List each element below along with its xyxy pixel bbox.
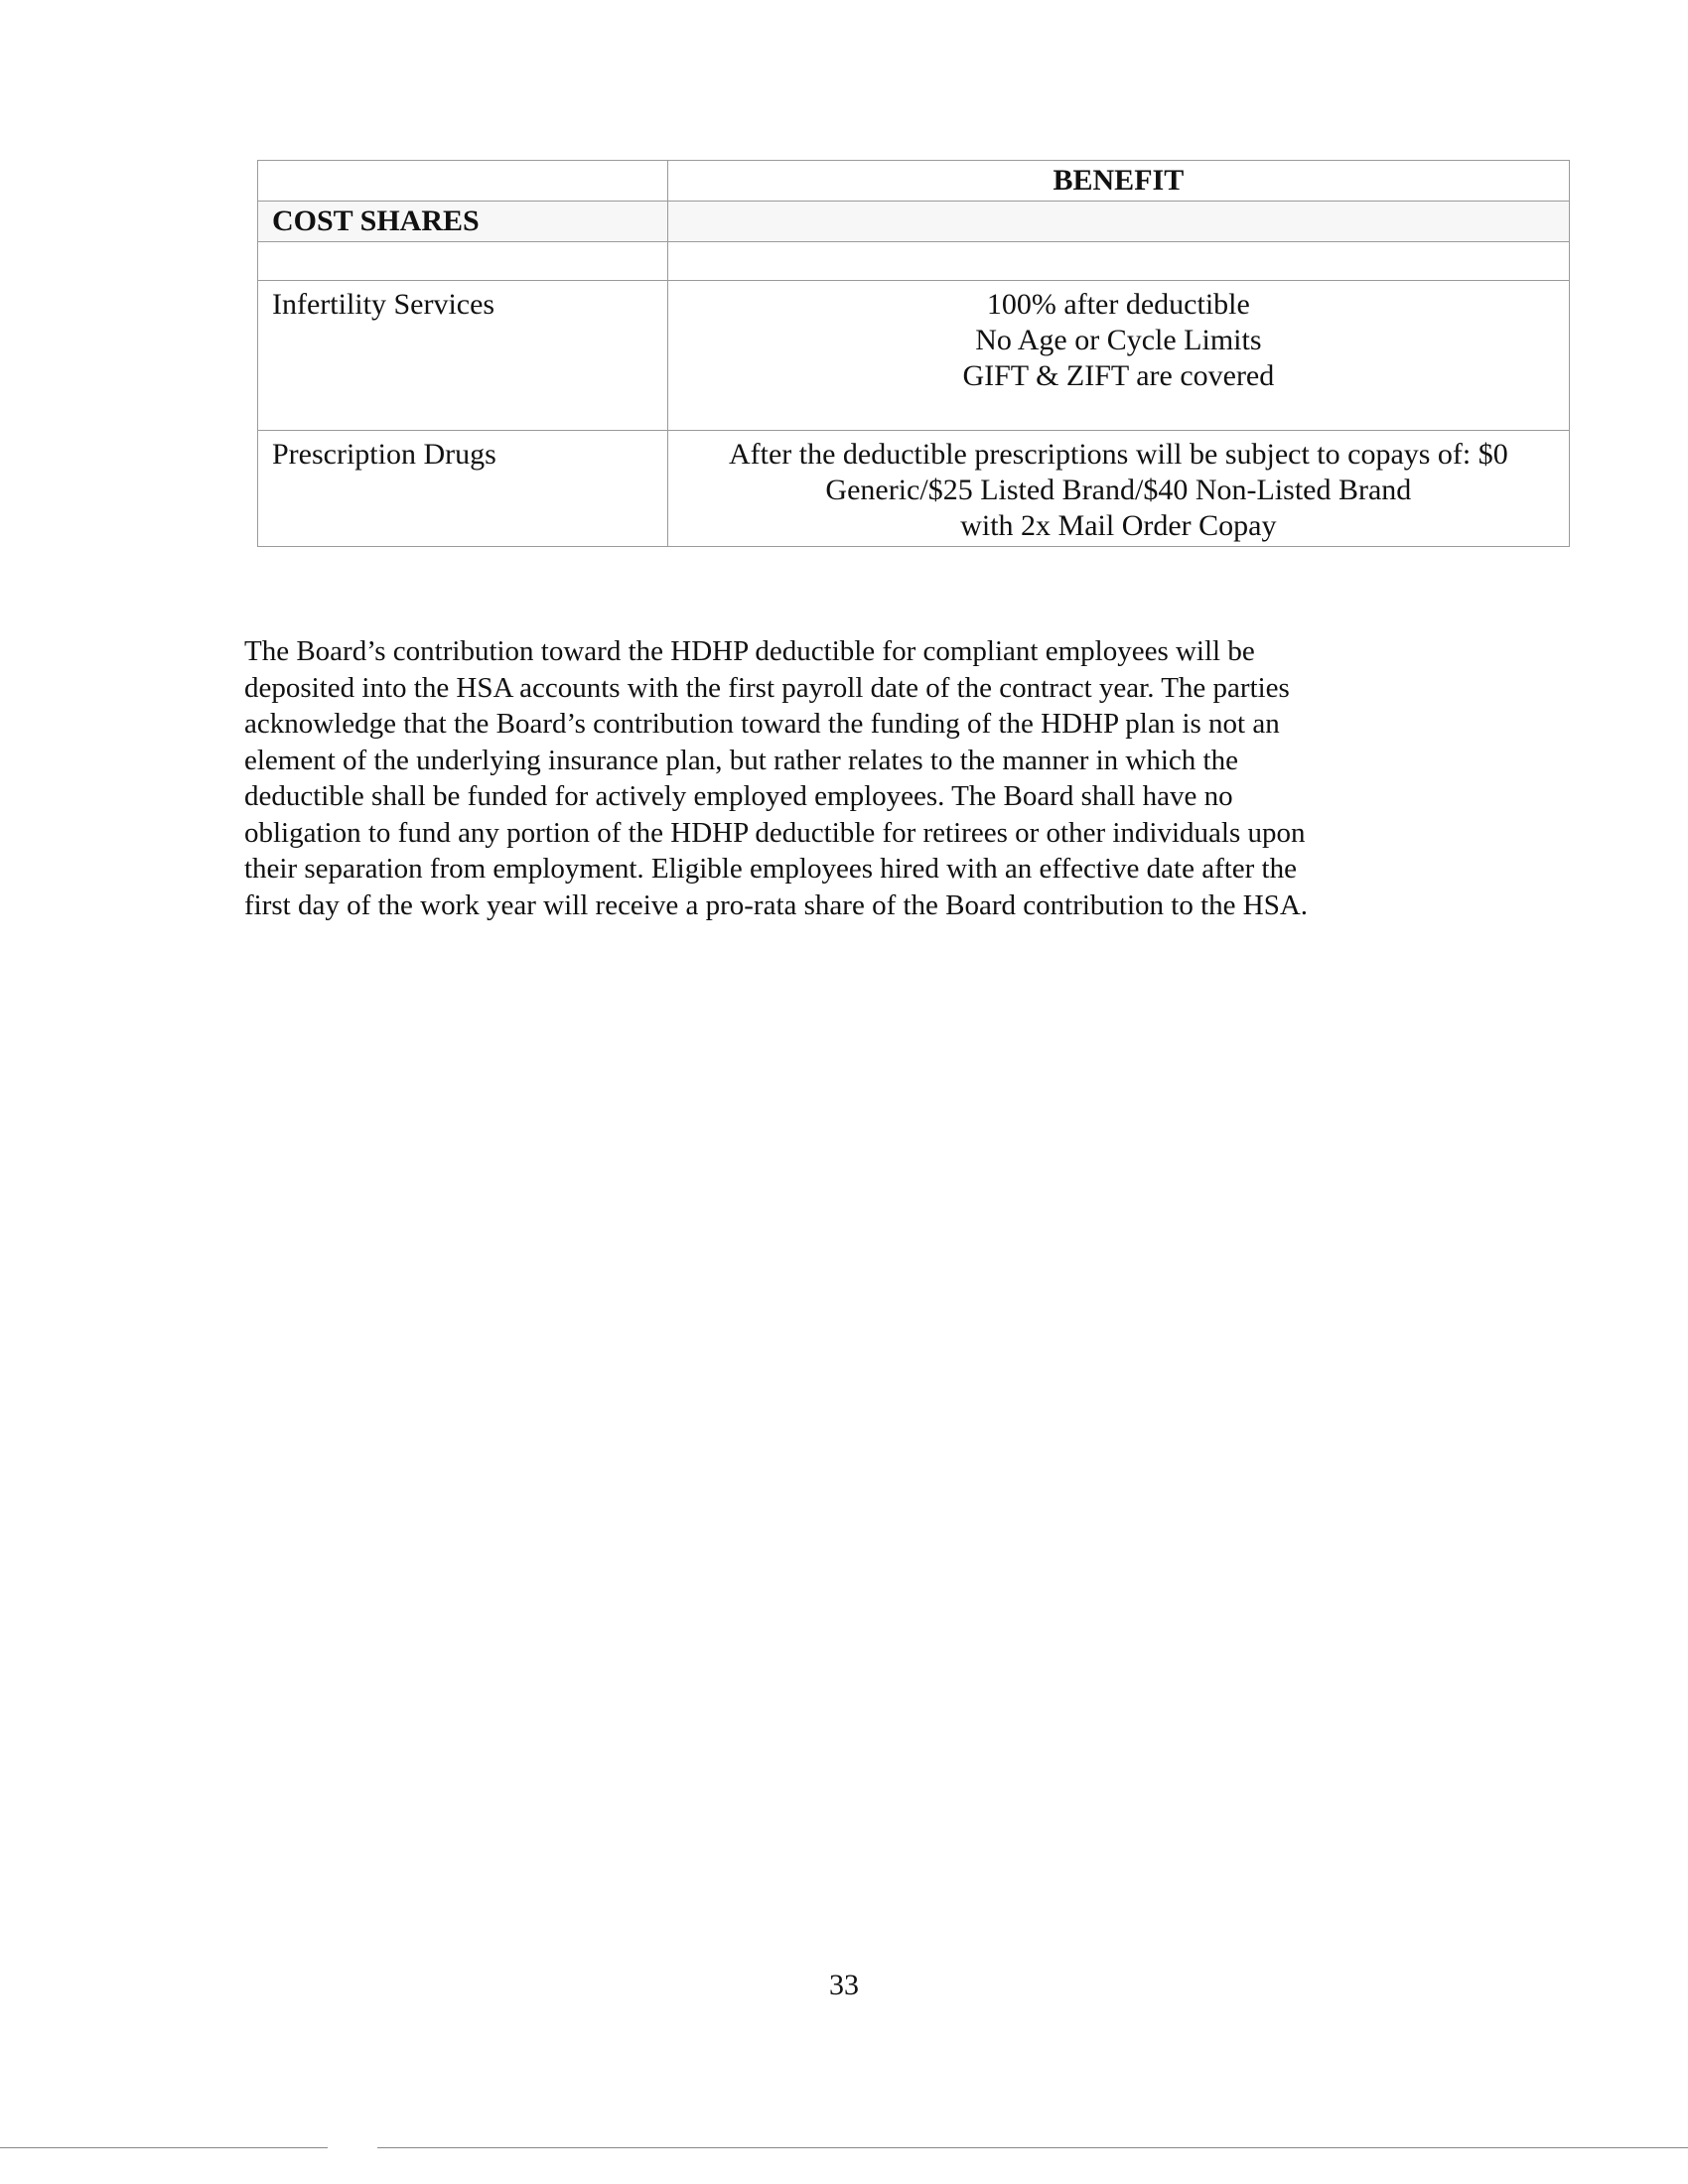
paragraph-line: The Board’s contribution toward the HDHP deductible for compliant employees will be [244, 635, 1255, 667]
blank-cell-left [258, 242, 668, 281]
hsa-contribution-paragraph [244, 633, 1436, 923]
footer-rule-right [377, 2147, 1688, 2148]
paragraph-line: element of the underlying insurance plan, but rather relates to the manner in which the [244, 744, 1238, 776]
table-header-row [258, 161, 1570, 202]
benefit-column-header: BENEFIT [667, 161, 1569, 202]
table-row [258, 281, 1570, 431]
cost-shares-empty-cell [667, 202, 1569, 242]
page-number: 33 [829, 1969, 859, 2001]
benefit-line: Generic/$25 Listed Brand/$40 Non-Listed Brand [825, 474, 1412, 506]
header-left-cell [258, 161, 668, 202]
benefit-line: with 2x Mail Order Copay [960, 509, 1277, 542]
paragraph-line: acknowledge that the Board’s contribution toward the funding of the HDHP plan is not an [244, 708, 1280, 740]
benefit-cell [667, 431, 1569, 547]
paragraph-line: first day of the work year will receive a pro-rata share of the Board contribution to the HSA. [244, 888, 1309, 921]
footer-rule-left [0, 2147, 328, 2148]
paragraph-line: deposited into the HSA accounts with the first payroll date of the contract year. The parties [244, 671, 1290, 704]
service-label: Prescription Drugs [258, 431, 668, 547]
paragraph-line: their separation from employment. Eligible employees hired with an effective date after the [244, 853, 1297, 885]
benefit-line: 100% after deductible [986, 288, 1250, 321]
benefit-line: After the deductible prescriptions will be subject to copays of: $0 [728, 438, 1508, 471]
paragraph-line: obligation to fund any portion of the HDHP deductible for retirees or other individuals upon [244, 816, 1306, 849]
table-row [258, 431, 1570, 547]
blank-row [258, 242, 1570, 281]
service-label: Infertility Services [258, 281, 668, 431]
blank-cell-right [667, 242, 1569, 281]
cost-shares-row [258, 202, 1570, 242]
paragraph-line: deductible shall be funded for actively employed employees. The Board shall have no [244, 780, 1233, 812]
benefit-table [257, 160, 1570, 547]
cost-shares-label: COST SHARES [258, 202, 668, 242]
benefit-cell [667, 281, 1569, 431]
benefit-line: GIFT & ZIFT are covered [962, 359, 1275, 392]
benefit-line: No Age or Cycle Limits [975, 324, 1262, 356]
